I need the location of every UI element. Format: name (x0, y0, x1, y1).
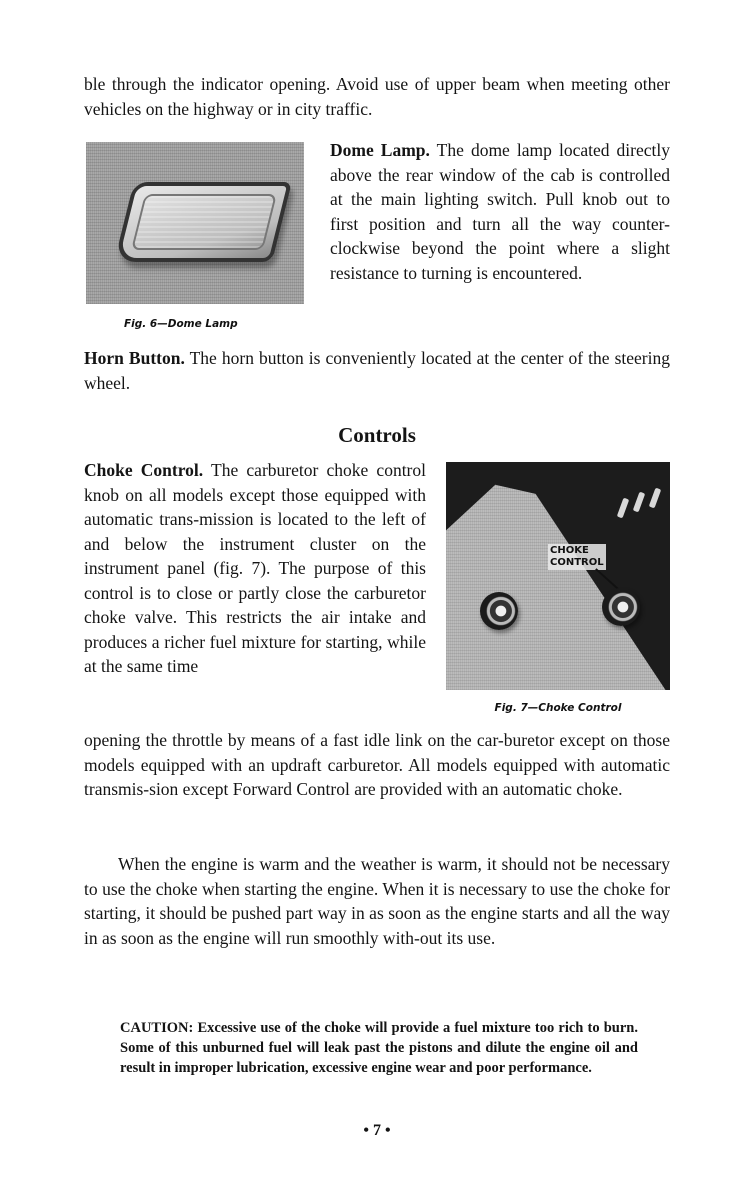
warm-engine-text: When the engine is warm and the weather is warm, it should not be necessary to use the choke when starting the engine. When it is necessary to use the choke for starting, it should be pushed part way in as soon as the engine starts and all the way in as soon as the engine will run smoothly with-out its use. (84, 854, 670, 948)
figure-6 (86, 142, 306, 330)
warm-engine-paragraph (84, 852, 670, 950)
choke-control-title: Choke Control. (84, 460, 204, 480)
caution-text: Excessive use of the choke will provide a fuel mixture too rich to burn. Some of this unburned fuel will leak past the pistons and dilute the engine oil and result in improper lubrication, excessive engine wear and poor performance. (120, 1020, 638, 1076)
choke-callout-label: CHOKE CONTROL (550, 545, 604, 568)
choke-control-photo (446, 462, 670, 690)
dome-lamp-title: Dome Lamp. (330, 140, 430, 160)
choke-control-continuation (84, 728, 670, 802)
dome-lamp-photo (86, 142, 304, 304)
page-number: • 7 • (363, 1122, 391, 1139)
dome-lamp-icon (114, 182, 292, 262)
section-heading: Controls (338, 423, 416, 447)
choke-control-paragraph (84, 458, 426, 679)
horn-button-title: Horn Button. (84, 348, 185, 368)
caution-label: CAUTION: (120, 1020, 194, 1036)
dome-lamp-text: The dome lamp located directly above the rear window of the cab is controlled at the main lighting switch. Pull knob out to first position and turn all the way counter-clockwise beyond the point where a slight resistance to turning is encountered. (330, 140, 670, 283)
horn-button-text: The horn button is conveniently located at the center of the steering wheel. (84, 348, 670, 393)
caution-note (120, 1018, 638, 1078)
choke-continuation-text: opening the throttle by means of a fast idle link on the car-buretor except on those models equipped with an updraft carburetor. All models equipped with automatic transmis-sion except Forward Control are provided with an automatic choke. (84, 730, 670, 799)
intro-paragraph (84, 72, 670, 121)
figure-7-caption: Fig. 7—Choke Control (494, 702, 622, 714)
dashboard-shadow (446, 462, 670, 690)
dome-lamp-paragraph (330, 138, 670, 285)
choke-knob-icon (602, 588, 640, 626)
figure-7 (446, 462, 670, 714)
figure-6-caption: Fig. 6—Dome Lamp (124, 318, 238, 330)
intro-text: ble through the indicator opening. Avoid use of upper beam when meeting other vehicles on the highway or in city traffic. (84, 74, 670, 119)
horn-button-paragraph (84, 346, 670, 395)
choke-control-text: The carburetor choke control knob on all models except those equipped with automatic trans-mission is located to the left of and below the instrument cluster on the instrument panel (fig. 7). The purpose of this control is to close or partly close the carburetor choke valve. This restricts the air intake and produces a richer fuel mixture for starting, while at the same time (84, 460, 426, 676)
knob-icon (480, 592, 518, 630)
